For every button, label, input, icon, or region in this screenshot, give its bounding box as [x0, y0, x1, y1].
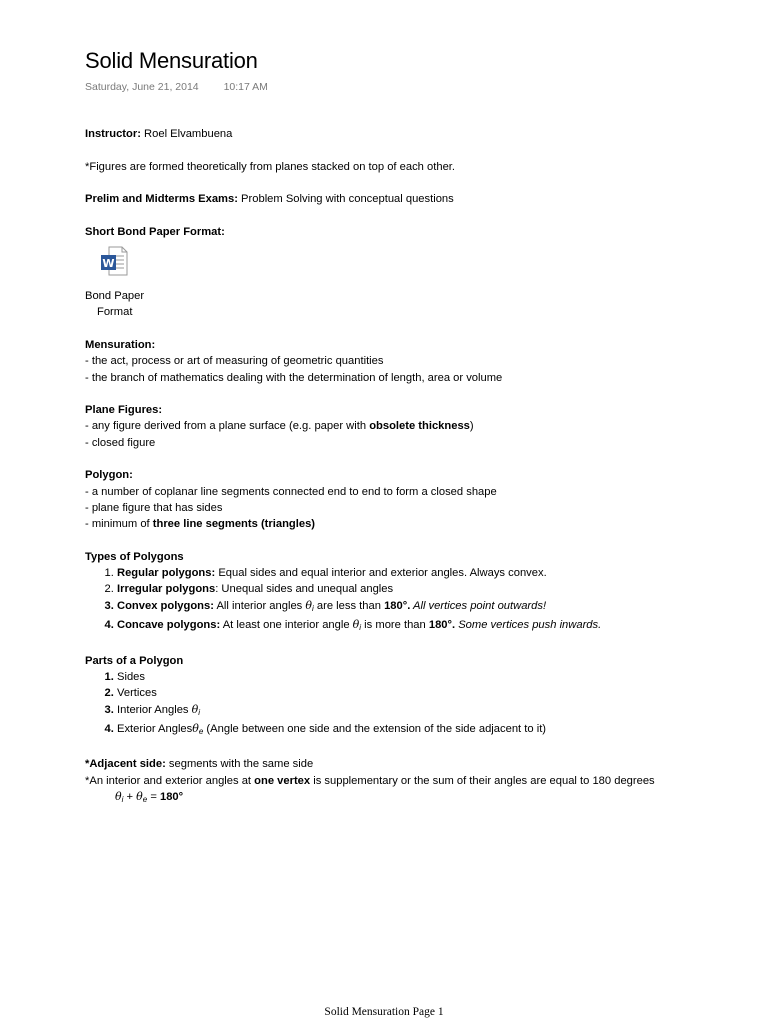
svg-text:W: W — [102, 257, 115, 271]
angle-sum-equation: $\theta_i + \theta_e = 180^\circ$ — [115, 789, 184, 804]
mensuration-item: - the branch of mathematics dealing with the determination of length, area or volume — [85, 371, 503, 384]
plane-figures-item: - any figure derived from a plane surface (e.g. paper with obsolete thickness) — [85, 420, 474, 433]
polygon-item: - plane figure that has sides — [85, 501, 223, 514]
exams-label: Prelim and Midterms Exams: — [85, 193, 238, 206]
note-body — [85, 126, 745, 808]
plane-figures-item: - closed figure — [85, 436, 156, 449]
file-attachment[interactable] — [85, 240, 745, 288]
attachment-label[interactable]: Bond Paper Format — [85, 290, 145, 319]
list-item: 2. Irregular polygons: Unequal sides and unequal angles — [117, 581, 745, 597]
list-item: 4. Concave polygons: At least one interior angle $\theta_i$ is more than 180°. Some vertices push inwards. — [117, 617, 745, 636]
types-list — [85, 565, 745, 636]
adjacent-note: *Adjacent side: segments with the same side — [85, 758, 314, 771]
page-date: Saturday, June 21, 2014 — [85, 81, 199, 93]
figures-note: *Figures are formed theoretically from planes stacked on top of each other. — [85, 160, 456, 173]
types-heading: Types of Polygons — [85, 550, 184, 563]
list-item: 1. Regular polygons: Equal sides and equal interior and exterior angles. Always convex. — [117, 565, 745, 581]
polygon-item: - minimum of three line segments (triangles) — [85, 518, 316, 531]
list-item: 4. Exterior Anglesθ$_e$ (Angle between one side and the extension of the side adjacent to it) — [117, 721, 745, 740]
list-item: 2. Vertices — [117, 685, 745, 701]
page-timestamp — [85, 81, 268, 93]
list-item: 3. Interior Angles $\theta_i$ — [117, 702, 745, 721]
polygon-item: - a number of coplanar line segments connected end to end to form a closed shape — [85, 485, 497, 498]
word-document-icon[interactable] — [100, 246, 128, 276]
page-time: 10:17 AM — [223, 81, 268, 93]
format-heading: Short Bond Paper Format: — [85, 225, 225, 238]
polygon-heading: Polygon: — [85, 469, 133, 482]
instructor-line — [85, 126, 745, 142]
exams-line — [85, 191, 745, 207]
list-item: 1. Sides — [117, 669, 745, 685]
page-footer: Solid Mensuration Page 1 — [324, 1006, 444, 1018]
list-item: 3. Convex polygons: All interior angles $\theta_i$ are less than 180°. All vertices point outwards! — [117, 598, 745, 617]
parts-list — [85, 669, 745, 740]
vertex-note: *An interior and exterior angles at one vertex is supplementary or the sum of their angles are equal to 180 degrees — [85, 774, 655, 787]
page-title: Solid Mensuration — [85, 48, 258, 73]
mensuration-heading: Mensuration: — [85, 338, 156, 351]
exams-value: Problem Solving with conceptual questions — [237, 193, 454, 206]
plane-figures-heading: Plane Figures: — [85, 404, 163, 417]
parts-heading: Parts of a Polygon — [85, 654, 184, 667]
instructor-label: Instructor: — [85, 128, 141, 140]
mensuration-item: - the act, process or art of measuring of geometric quantities — [85, 355, 384, 368]
instructor-name: Roel Elvambuena — [140, 128, 233, 140]
